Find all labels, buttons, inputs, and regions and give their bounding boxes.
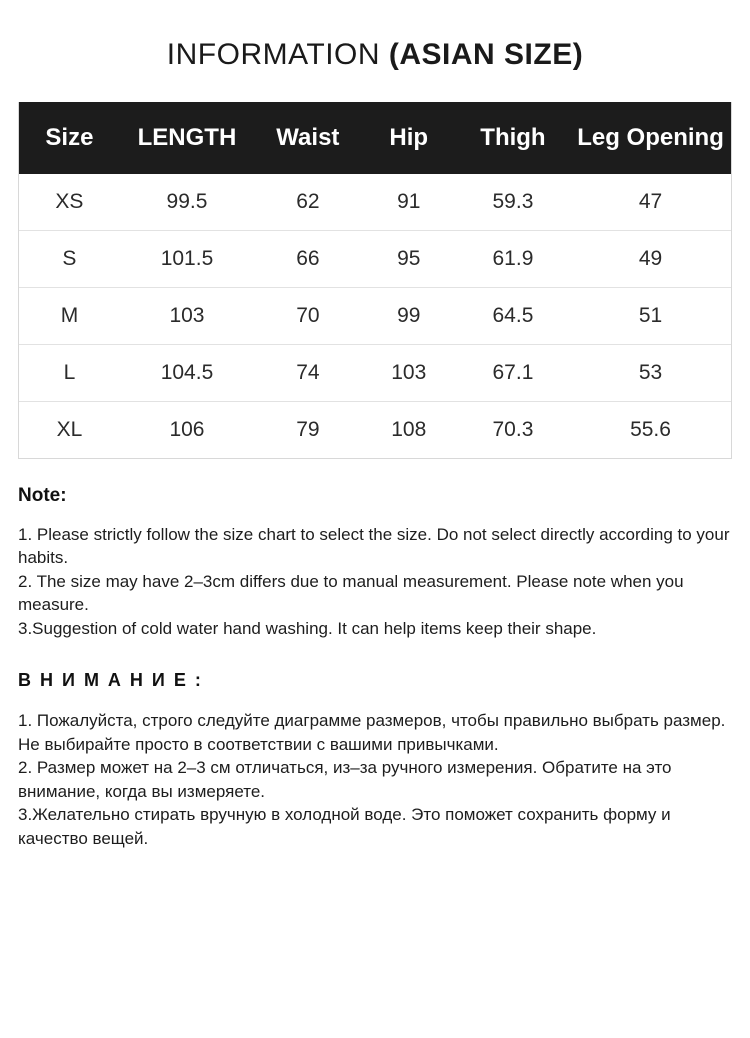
cell-size: M xyxy=(19,288,120,345)
table-row xyxy=(19,345,731,402)
cell-leg-opening: 47 xyxy=(570,174,731,231)
cell-length: 101.5 xyxy=(120,231,254,288)
page-title-prefix: INFORMATION xyxy=(166,38,389,71)
cell-leg-opening: 51 xyxy=(570,288,731,345)
cell-hip: 91 xyxy=(362,174,456,231)
cell-size: XS xyxy=(19,174,120,231)
cell-waist: 79 xyxy=(296,418,320,441)
cell-thigh: 61.9 xyxy=(456,231,570,288)
table-row xyxy=(19,231,731,288)
cell-waist: 70 xyxy=(254,288,362,345)
column-header-leg-opening: Leg Opening xyxy=(570,102,731,174)
column-header-length: LENGTH xyxy=(120,102,254,174)
cell-thigh: 70.3 xyxy=(492,418,534,441)
cell-length: 103 xyxy=(120,288,254,345)
page-title-emphasis: (ASIAN SIZE) xyxy=(388,38,584,71)
column-header-size: Size xyxy=(19,102,120,174)
cell-leg-opening: 53 xyxy=(570,345,731,402)
note-line-3: 3.Suggestion of cold water hand washing. It can help items keep their shape. xyxy=(18,618,597,638)
column-header-thigh: Thigh xyxy=(456,102,570,174)
cell-thigh: 59.3 xyxy=(456,174,570,231)
note-heading: Note: xyxy=(18,485,67,506)
cell-hip: 95 xyxy=(362,231,456,288)
cell-hip: 108 xyxy=(391,418,427,441)
table-body xyxy=(19,174,731,458)
cell-hip: 103 xyxy=(362,345,456,402)
table-row xyxy=(19,402,731,459)
cell-thigh: 67.1 xyxy=(456,345,570,402)
column-header-waist: Waist xyxy=(254,102,362,174)
cell-length: 99.5 xyxy=(120,174,254,231)
cell-length: 106 xyxy=(169,418,205,441)
cell-size: XL xyxy=(56,418,83,441)
table-row xyxy=(19,174,731,231)
russian-note-line-3: 3.Желательно стирать вручную в холодной воде. Это поможет сохранить форму и качество вещей. xyxy=(18,805,671,848)
russian-note-line-1: 1. Пожалуйста, строго следуйте диаграмме размеров, чтобы правильно выбрать размер. Не выбирайте просто в соответствии с вашими привычками. xyxy=(18,711,726,754)
russian-note-line-2: 2. Размер может на 2–3 см отличаться, из–за ручного измерения. Обратите на это внимание, когда вы измеряете. xyxy=(18,758,672,801)
cell-leg-opening: 55.6 xyxy=(630,418,671,441)
column-header-hip: Hip xyxy=(362,102,456,174)
cell-waist: 66 xyxy=(254,231,362,288)
page-title xyxy=(0,38,750,72)
cell-waist: 62 xyxy=(254,174,362,231)
table-header-row xyxy=(19,102,731,174)
table-row xyxy=(19,288,731,345)
note-line-1: 1. Please strictly follow the size chart to select the size. Do not select directly according to your habits. xyxy=(18,525,730,568)
size-chart-table-container xyxy=(18,102,732,459)
notes-section xyxy=(18,485,732,850)
cell-hip: 99 xyxy=(362,288,456,345)
cell-leg-opening: 49 xyxy=(570,231,731,288)
table-header xyxy=(19,102,731,174)
cell-waist: 74 xyxy=(254,345,362,402)
cell-length: 104.5 xyxy=(120,345,254,402)
cell-thigh: 64.5 xyxy=(456,288,570,345)
size-information-page xyxy=(0,38,750,1038)
note-line-2: 2. The size may have 2–3cm differs due to manual measurement. Please note when you measure. xyxy=(18,571,684,615)
cell-size: S xyxy=(19,231,120,288)
size-chart-table xyxy=(19,102,731,458)
russian-note-heading: В Н И М А Н И Е : xyxy=(18,670,203,691)
cell-size: L xyxy=(19,345,120,402)
